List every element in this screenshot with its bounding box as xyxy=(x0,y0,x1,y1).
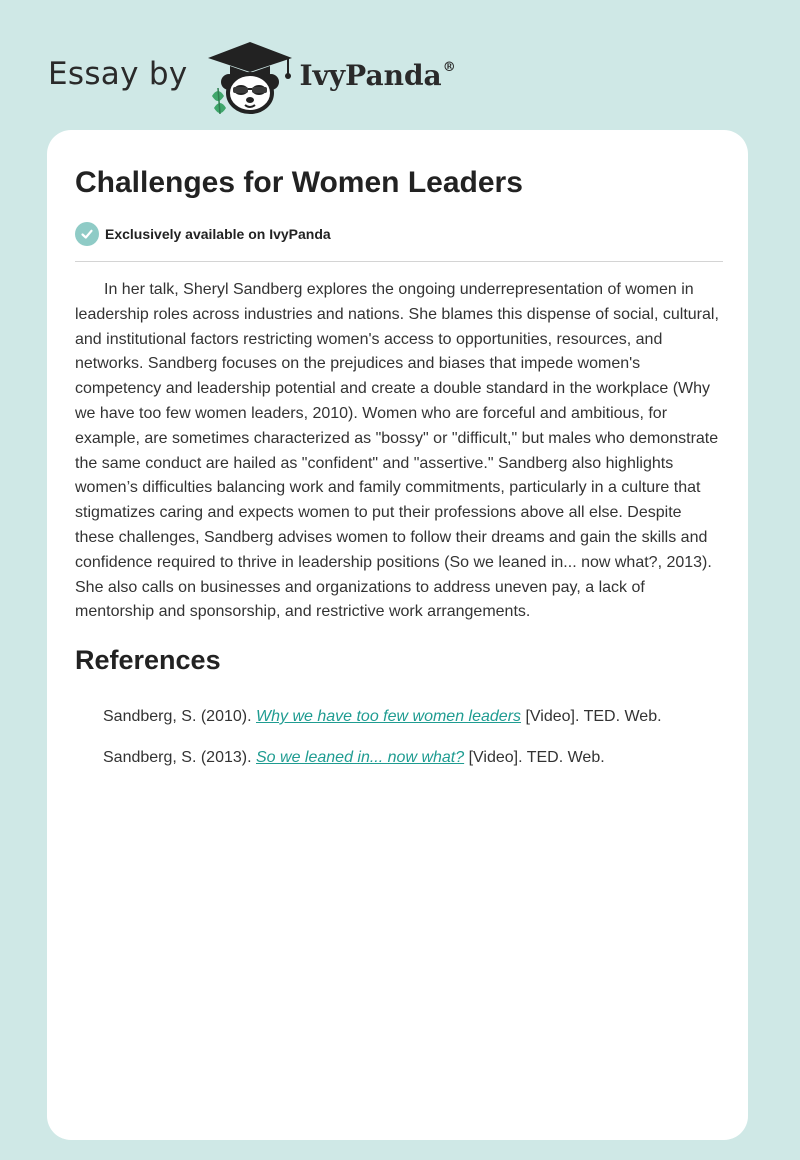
reference-suffix: [Video]. TED. Web. xyxy=(525,708,662,725)
references-heading: References xyxy=(75,645,221,675)
registered-mark: ® xyxy=(442,59,456,75)
check-circle-icon xyxy=(75,222,99,246)
article-card xyxy=(47,130,748,1140)
panda-graduation-cap-logo[interactable] xyxy=(204,36,296,116)
reference-link[interactable]: Why we have too few women leaders xyxy=(256,708,522,725)
article-body: In her talk, Sheryl Sandberg explores the ongoing underrepresentation of women in leadership roles across industries and nations. She blames this dispense of social, cultural, and institutional factors restricting women's access to opportunities, resources, and networks. Sandberg focuses on the prejudices and biases that impede women's competency and leadership potential and create a double standard in the workplace (Why we have too few women leaders, 2010). Women who are forceful and ambitious, for example, are sometimes characterized as "bossy" or "difficult," but males who demonstrate the same conduct are hailed as "confident" and "assertive." Sandberg also highlights women’s difficulties balancing work and family commitments, particularly in a culture that stigmatizes caring and expects women to put their professions above all else. Despite these challenges, Sandberg advises women to follow their dreams and gain the skills and confidence required to thrive in leadership positions (So we leaned in... now what?, 2013). She also calls on businesses and organizations to address uneven pay, a lack of mentorship and sponsorship, and restrictive work arrangements. xyxy=(75,281,719,621)
exclusive-badge-text: Exclusively available on IvyPanda xyxy=(105,226,331,242)
page-title: Challenges for Women Leaders xyxy=(75,166,523,199)
brand-text: IvyPanda xyxy=(299,58,442,92)
site-header xyxy=(48,36,456,116)
essay-by-label: Essay by xyxy=(48,56,188,92)
reference-prefix: Sandberg, S. (2013). xyxy=(103,749,252,766)
exclusive-badge xyxy=(75,222,331,246)
reference-link[interactable]: So we leaned in... now what? xyxy=(256,749,465,766)
reference-suffix: [Video]. TED. Web. xyxy=(468,749,605,766)
reference-item xyxy=(103,705,723,729)
reference-prefix: Sandberg, S. (2010). xyxy=(103,708,252,725)
divider xyxy=(75,261,723,262)
reference-item xyxy=(103,746,723,770)
brand-name[interactable] xyxy=(300,59,456,92)
